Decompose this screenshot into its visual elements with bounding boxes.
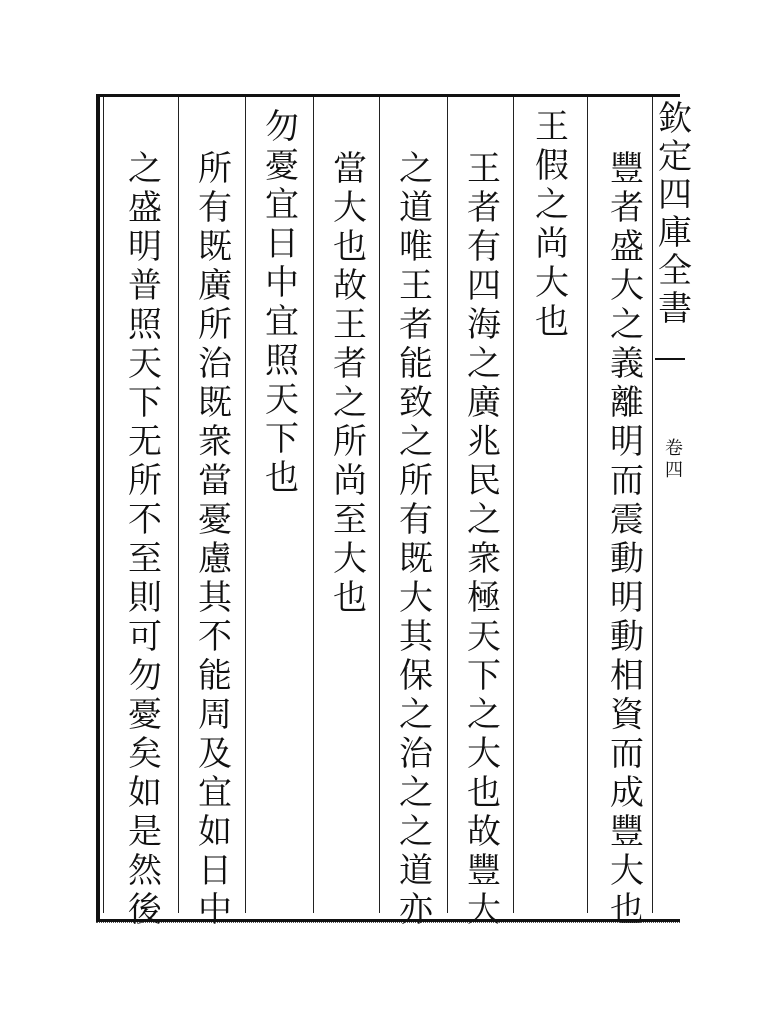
text-char: 致 (399, 383, 433, 423)
text-char: 之 (467, 500, 501, 540)
text-column-3 (452, 150, 516, 930)
title-char: 四 (658, 175, 692, 215)
text-char: 衆 (467, 539, 501, 579)
text-char: 後 (128, 890, 162, 930)
text-char: 則 (128, 578, 162, 618)
text-char: 者 (610, 188, 644, 228)
volume-char: 卷 (665, 438, 683, 459)
text-char: 明 (128, 227, 162, 267)
text-char: 也 (333, 578, 367, 618)
text-char: 道 (399, 851, 433, 891)
text-char: 四 (467, 266, 501, 306)
text-char: 之 (399, 773, 433, 813)
bottom-border-strip (96, 912, 680, 923)
text-char: 王 (535, 107, 569, 147)
text-char: 大 (467, 890, 501, 930)
text-char: 大 (333, 188, 367, 228)
text-char: 下 (467, 656, 501, 696)
text-char: 保 (399, 656, 433, 696)
text-char: 也 (333, 227, 367, 267)
text-char: 之 (399, 149, 433, 189)
text-char: 大 (535, 263, 569, 303)
text-char: 離 (610, 383, 644, 423)
title-char: 庫 (658, 213, 692, 253)
text-char: 王 (467, 149, 501, 189)
text-column-1 (595, 150, 659, 930)
text-char: 極 (467, 578, 501, 618)
text-char: 豐 (467, 851, 501, 891)
text-char: 相 (610, 656, 644, 696)
text-char: 有 (198, 188, 232, 228)
text-char: 治 (399, 734, 433, 774)
text-char: 之 (399, 812, 433, 852)
title-char: 全 (658, 251, 692, 291)
frame-inner-border (103, 97, 104, 913)
text-column-4 (384, 150, 448, 930)
text-char: 所 (198, 149, 232, 189)
text-char: 之 (467, 695, 501, 735)
text-char: 普 (128, 266, 162, 306)
text-char: 尚 (535, 224, 569, 264)
text-column-6 (250, 108, 314, 498)
title-char: 欽 (658, 99, 692, 139)
text-char: 大 (467, 734, 501, 774)
text-char: 至 (333, 500, 367, 540)
text-char: 民 (467, 461, 501, 501)
text-char: 勿 (128, 656, 162, 696)
text-char: 可 (128, 617, 162, 657)
text-char: 照 (265, 341, 299, 381)
text-char: 及 (198, 734, 232, 774)
text-char: 之 (467, 344, 501, 384)
text-char: 如 (128, 773, 162, 813)
text-char: 下 (128, 383, 162, 423)
column-divider (587, 97, 588, 913)
text-char: 矣 (128, 734, 162, 774)
text-char: 其 (198, 578, 232, 618)
text-char: 下 (265, 419, 299, 459)
text-char: 動 (610, 617, 644, 657)
text-char: 天 (128, 344, 162, 384)
text-char: 周 (198, 695, 232, 735)
text-char: 王 (399, 266, 433, 306)
text-char: 然 (128, 851, 162, 891)
text-char: 衆 (198, 422, 232, 462)
text-char: 治 (198, 344, 232, 384)
text-char: 王 (333, 305, 367, 345)
text-char: 之 (333, 383, 367, 423)
text-char: 之 (128, 149, 162, 189)
text-char: 至 (128, 539, 162, 579)
text-char: 亦 (399, 890, 433, 930)
text-char: 既 (399, 539, 433, 579)
text-column-5 (318, 150, 382, 618)
text-char: 天 (467, 617, 501, 657)
text-char: 之 (399, 422, 433, 462)
text-char: 所 (333, 422, 367, 462)
text-char: 如 (198, 812, 232, 852)
text-char: 道 (399, 188, 433, 228)
text-char: 既 (198, 227, 232, 267)
fish-tail-mark (655, 336, 685, 360)
text-char: 海 (467, 305, 501, 345)
text-char: 假 (535, 146, 569, 186)
text-char: 尚 (333, 461, 367, 501)
text-char: 廣 (198, 266, 232, 306)
volume-label (654, 438, 694, 482)
text-char: 不 (198, 617, 232, 657)
text-column-7 (183, 150, 247, 930)
text-char: 之 (610, 305, 644, 345)
text-char: 所 (198, 305, 232, 345)
text-char: 所 (399, 461, 433, 501)
text-char: 震 (610, 500, 644, 540)
text-char: 盛 (128, 188, 162, 228)
text-char: 大 (399, 578, 433, 618)
text-char: 者 (467, 188, 501, 228)
text-char: 也 (467, 773, 501, 813)
text-char: 之 (535, 185, 569, 225)
text-char: 義 (610, 344, 644, 384)
text-char: 憂 (198, 500, 232, 540)
text-char: 日 (265, 224, 299, 264)
text-char: 天 (265, 380, 299, 420)
text-char: 大 (610, 851, 644, 891)
title-char: 書 (658, 289, 692, 329)
text-char: 故 (333, 266, 367, 306)
text-char: 既 (198, 383, 232, 423)
text-char: 宜 (265, 302, 299, 342)
text-char: 豐 (610, 149, 644, 189)
text-char: 也 (610, 890, 644, 930)
text-char: 大 (610, 266, 644, 306)
text-char: 明 (610, 578, 644, 618)
text-char: 之 (399, 695, 433, 735)
column-divider (178, 97, 179, 913)
text-char: 也 (265, 458, 299, 498)
text-char: 宜 (265, 185, 299, 225)
text-char: 也 (535, 302, 569, 342)
text-char: 勿 (265, 107, 299, 147)
text-char: 資 (610, 695, 644, 735)
text-char: 而 (610, 461, 644, 501)
text-char: 有 (467, 227, 501, 267)
title-char: 定 (658, 137, 692, 177)
text-char: 中 (198, 890, 232, 930)
text-char: 其 (399, 617, 433, 657)
text-char: 而 (610, 734, 644, 774)
text-char: 動 (610, 539, 644, 579)
text-char: 所 (128, 461, 162, 501)
text-char: 明 (610, 422, 644, 462)
text-char: 能 (399, 344, 433, 384)
text-char: 唯 (399, 227, 433, 267)
volume-char: 四 (665, 460, 683, 481)
text-char: 宜 (198, 773, 232, 813)
text-char: 當 (198, 461, 232, 501)
text-char: 慮 (198, 539, 232, 579)
text-char: 照 (128, 305, 162, 345)
text-char: 者 (333, 344, 367, 384)
text-char: 兆 (467, 422, 501, 462)
text-char: 日 (198, 851, 232, 891)
text-char: 大 (333, 539, 367, 579)
text-char: 憂 (128, 695, 162, 735)
text-char: 豐 (610, 812, 644, 852)
text-char: 中 (265, 263, 299, 303)
text-char: 有 (399, 500, 433, 540)
text-char: 者 (399, 305, 433, 345)
text-column-2 (520, 108, 584, 342)
text-column-8 (113, 150, 177, 930)
text-char: 憂 (265, 146, 299, 186)
text-char: 是 (128, 812, 162, 852)
text-char: 无 (128, 422, 162, 462)
text-char: 不 (128, 500, 162, 540)
text-char: 能 (198, 656, 232, 696)
text-char: 盛 (610, 227, 644, 267)
text-char: 故 (467, 812, 501, 852)
text-char: 當 (333, 149, 367, 189)
text-char: 成 (610, 773, 644, 813)
text-char: 廣 (467, 383, 501, 423)
